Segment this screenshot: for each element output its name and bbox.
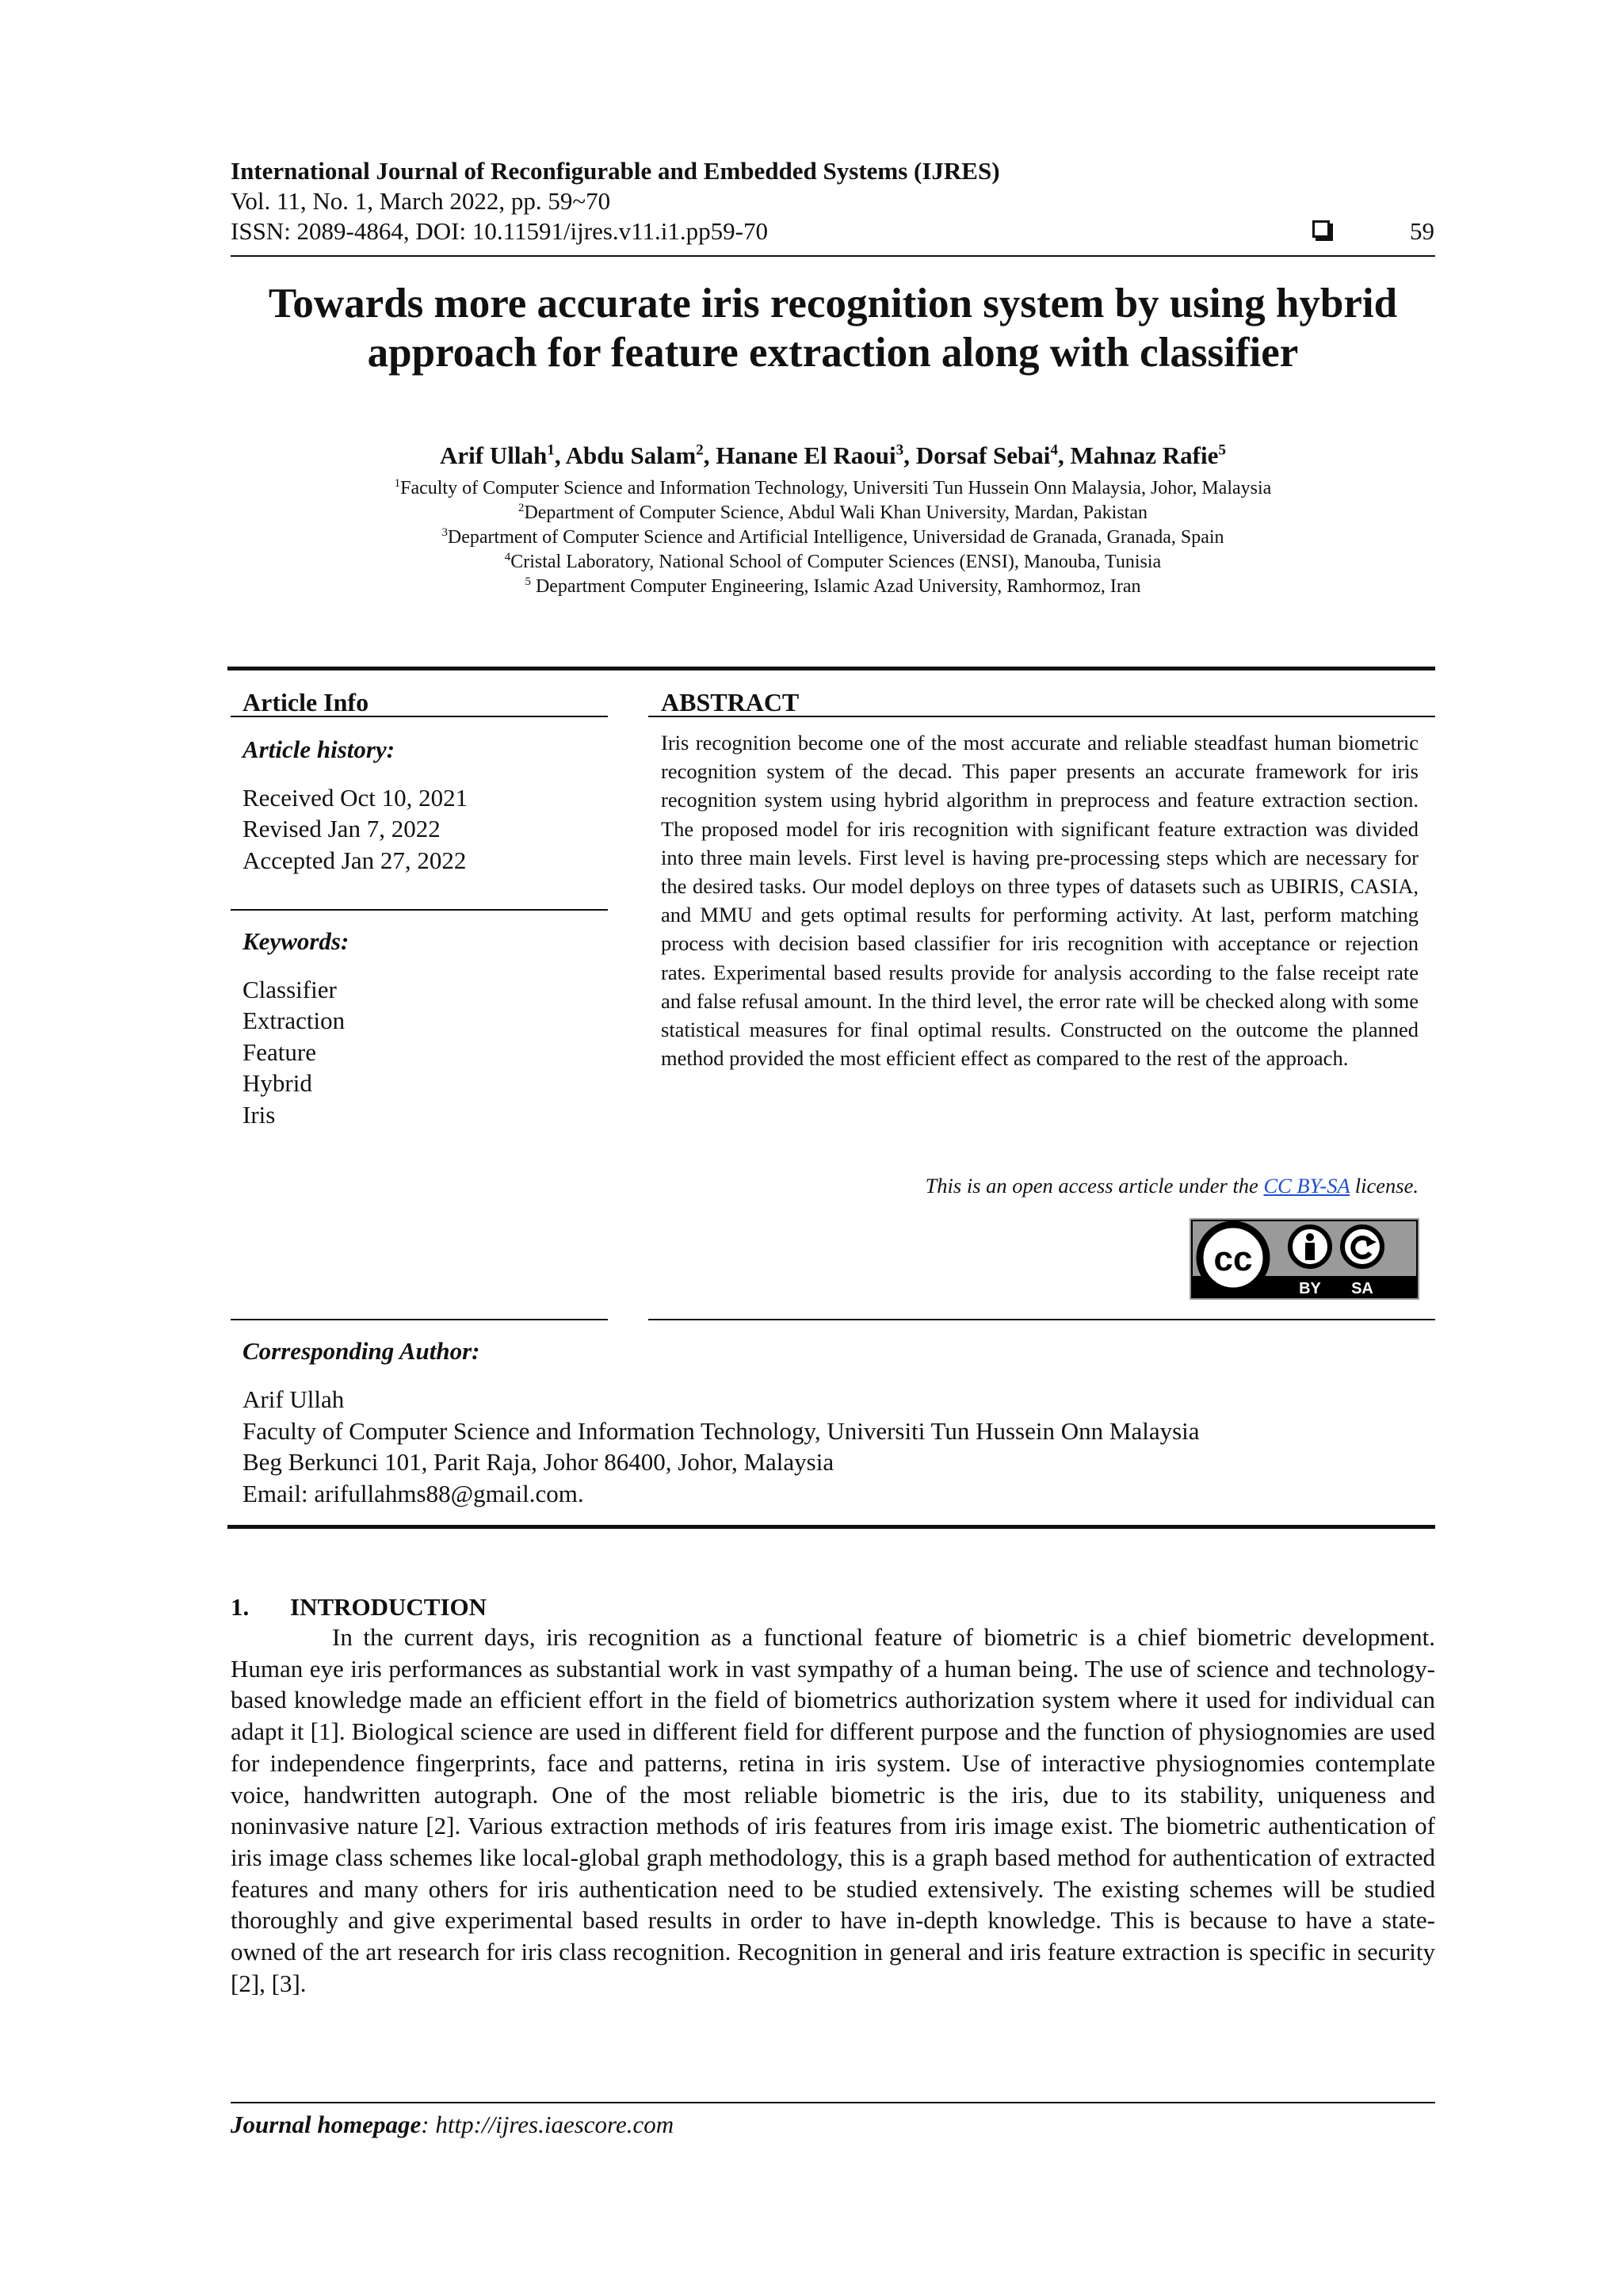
- page-number: 59: [1410, 217, 1434, 245]
- homepage-url[interactable]: http://ijres.iaescore.com: [435, 2111, 674, 2138]
- header-rule: [231, 255, 1435, 257]
- author-2: Abdu Salam$^2$,: [565, 441, 716, 469]
- issn-doi: ISSN: 2089-4864, DOI: 10.11591/ijres.v11.i1.pp59-70: [231, 217, 768, 245]
- keyword-item: Extraction: [242, 1007, 346, 1034]
- article-info-heading: Article Info: [242, 688, 369, 716]
- keyword-item: Feature: [242, 1038, 316, 1066]
- journal-homepage: Journal homepage: http://ijres.iaescore.com: [231, 2111, 674, 2138]
- history-accepted: Accepted Jan 27, 2022: [242, 846, 467, 874]
- section-heading-introduction: 1. INTRODUCTION: [231, 1593, 487, 1621]
- corresponding-author-affiliation: Faculty of Computer Science and Information Technology, Universiti Tun Hussein Onn Malaysia: [242, 1417, 1200, 1445]
- paper-title: Towards more accurate iris recognition system by using hybrid approach for feature extraction along with classifier: [268, 281, 1398, 376]
- history-revised: Revised Jan 7, 2022: [242, 815, 441, 842]
- keyword-item: Iris: [242, 1101, 276, 1129]
- author-4: Dorsaf Sebai$^4$,: [915, 441, 1071, 469]
- corresponding-author-name: Arif Ullah: [242, 1385, 345, 1413]
- keyword-item: Classifier: [242, 976, 337, 1003]
- article-history-heading: Article history:: [242, 735, 395, 763]
- info-box-top-rule: [227, 667, 1435, 670]
- license-statement: This is an open access article under the CC BY-SA license.: [925, 1174, 1419, 1198]
- cc-by-sa-badge-icon[interactable]: [1190, 1218, 1419, 1300]
- abstract-bottom-rule: [648, 1319, 1435, 1320]
- svg-text:cc: cc: [1213, 1240, 1253, 1278]
- abstract-text: Iris recognition become one of the most accurate and reliable steadfast human biometric recognition system of the decad. This paper presents an accurate framework for iris recognition system using hybrid algorithm in preprocess and feature extraction section. The proposed model for iris recognition with significant feature extraction was divided into three main levels. First level is having pre-processing steps which are necessary for the desired tasks. Our model deploys on three types of datasets such as UBIRIS, CASIA, and MMU and gets optimal results for performing activity. At last, perform matching process with decision based classifier for iris recognition with acceptance or rejection rates. Experimental based results provide for analysis according to the false receipt rate and false refusal amount. In the third level, the error rate will be checked along with some statistical measures for final optimal results. Constructed on the outcome the planned method provided the most efficient effect as compared to the rest of the approach.: [661, 731, 1419, 1071]
- svg-text:SA: SA: [1351, 1280, 1373, 1297]
- author-list: [231, 441, 1435, 470]
- article-info-bottom-rule: [231, 1319, 608, 1320]
- keywords-divider: [231, 909, 608, 911]
- cc-by-sa-link[interactable]: CC BY-SA: [1263, 1174, 1350, 1198]
- corresponding-author-email: Email: arifullahms88@gmail.com.: [242, 1480, 584, 1507]
- journal-name: International Journal of Reconfigurable and Embedded Systems (IJRES): [231, 157, 1000, 185]
- keyword-item: Hybrid: [242, 1069, 312, 1097]
- affiliation-4: $^4$Cristal Laboratory, National School of Computer Sciences (ENSI), Manouba, Tunisia: [504, 551, 1162, 572]
- affiliation-1: $^1$Faculty of Computer Science and Information Technology, Universiti Tun Hussein Onn Malaysia, Johor, Malaysia: [394, 477, 1272, 499]
- svg-text:BY: BY: [1299, 1280, 1321, 1297]
- history-received: Received Oct 10, 2021: [242, 784, 468, 812]
- square-bullet-icon: [1312, 220, 1330, 238]
- info-box-bottom-rule: [227, 1525, 1435, 1529]
- keywords-heading: Keywords:: [242, 927, 349, 955]
- corresponding-author-address: Beg Berkunci 101, Parit Raja, Johor 86400, Johor, Malaysia: [242, 1448, 834, 1476]
- corresponding-author-heading: Corresponding Author:: [242, 1337, 480, 1365]
- affiliation-5: $^5$ Department Computer Engineering, Islamic Azad University, Ramhormoz, Iran: [525, 575, 1141, 597]
- introduction-paragraph: In the current days, iris recognition as a functional feature of biometric is a chief biometric development. Human eye iris performances as substantial work in vast sympathy of a human being. The use of science and technology-based knowledge made an efficient effort in the field of biometrics authorization system where it used for individual can adapt it [1]. Biological science are used in different field for different purpose and the function of physiognomies are used for independence fingerprints, face and patterns, retina in iris system. Use of interactive physiognomies contemplate voice, handwritten autograph. One of the most reliable biometric is the iris, due to its stability, uniqueness and noninvasive nature [2]. Various extraction methods of iris features from iris image exist. The biometric authentication of iris image class schemes like local-global graph methodology, this is a graph based method for authentication of extracted features and many others for iris authentication need to be studied extensively. The existing schemes will be studied thoroughly and give experimental based results in order to have in-depth knowledge. This is because to have a state-owned of the art research for iris class recognition. Recognition in general and iris feature extraction is specific in security [2], [3].: [231, 1623, 1435, 1997]
- author-1: Arif Ullah$^1$,: [440, 441, 566, 469]
- affiliation-2: $^2$Department of Computer Science, Abdul Wali Khan University, Mardan, Pakistan: [518, 502, 1148, 523]
- volume-info: Vol. 11, No. 1, March 2022, pp. 59~70: [231, 187, 611, 215]
- footer-rule: [231, 2102, 1435, 2103]
- author-3: Hanane El Raoui$^3$,: [716, 441, 916, 469]
- affiliation-3: $^3$Department of Computer Science and Artificial Intelligence, Universidad de Granada, Granada, Spain: [441, 526, 1224, 548]
- author-5: Mahnaz Rafie$^5$: [1070, 441, 1226, 469]
- abstract-heading: ABSTRACT: [661, 688, 800, 716]
